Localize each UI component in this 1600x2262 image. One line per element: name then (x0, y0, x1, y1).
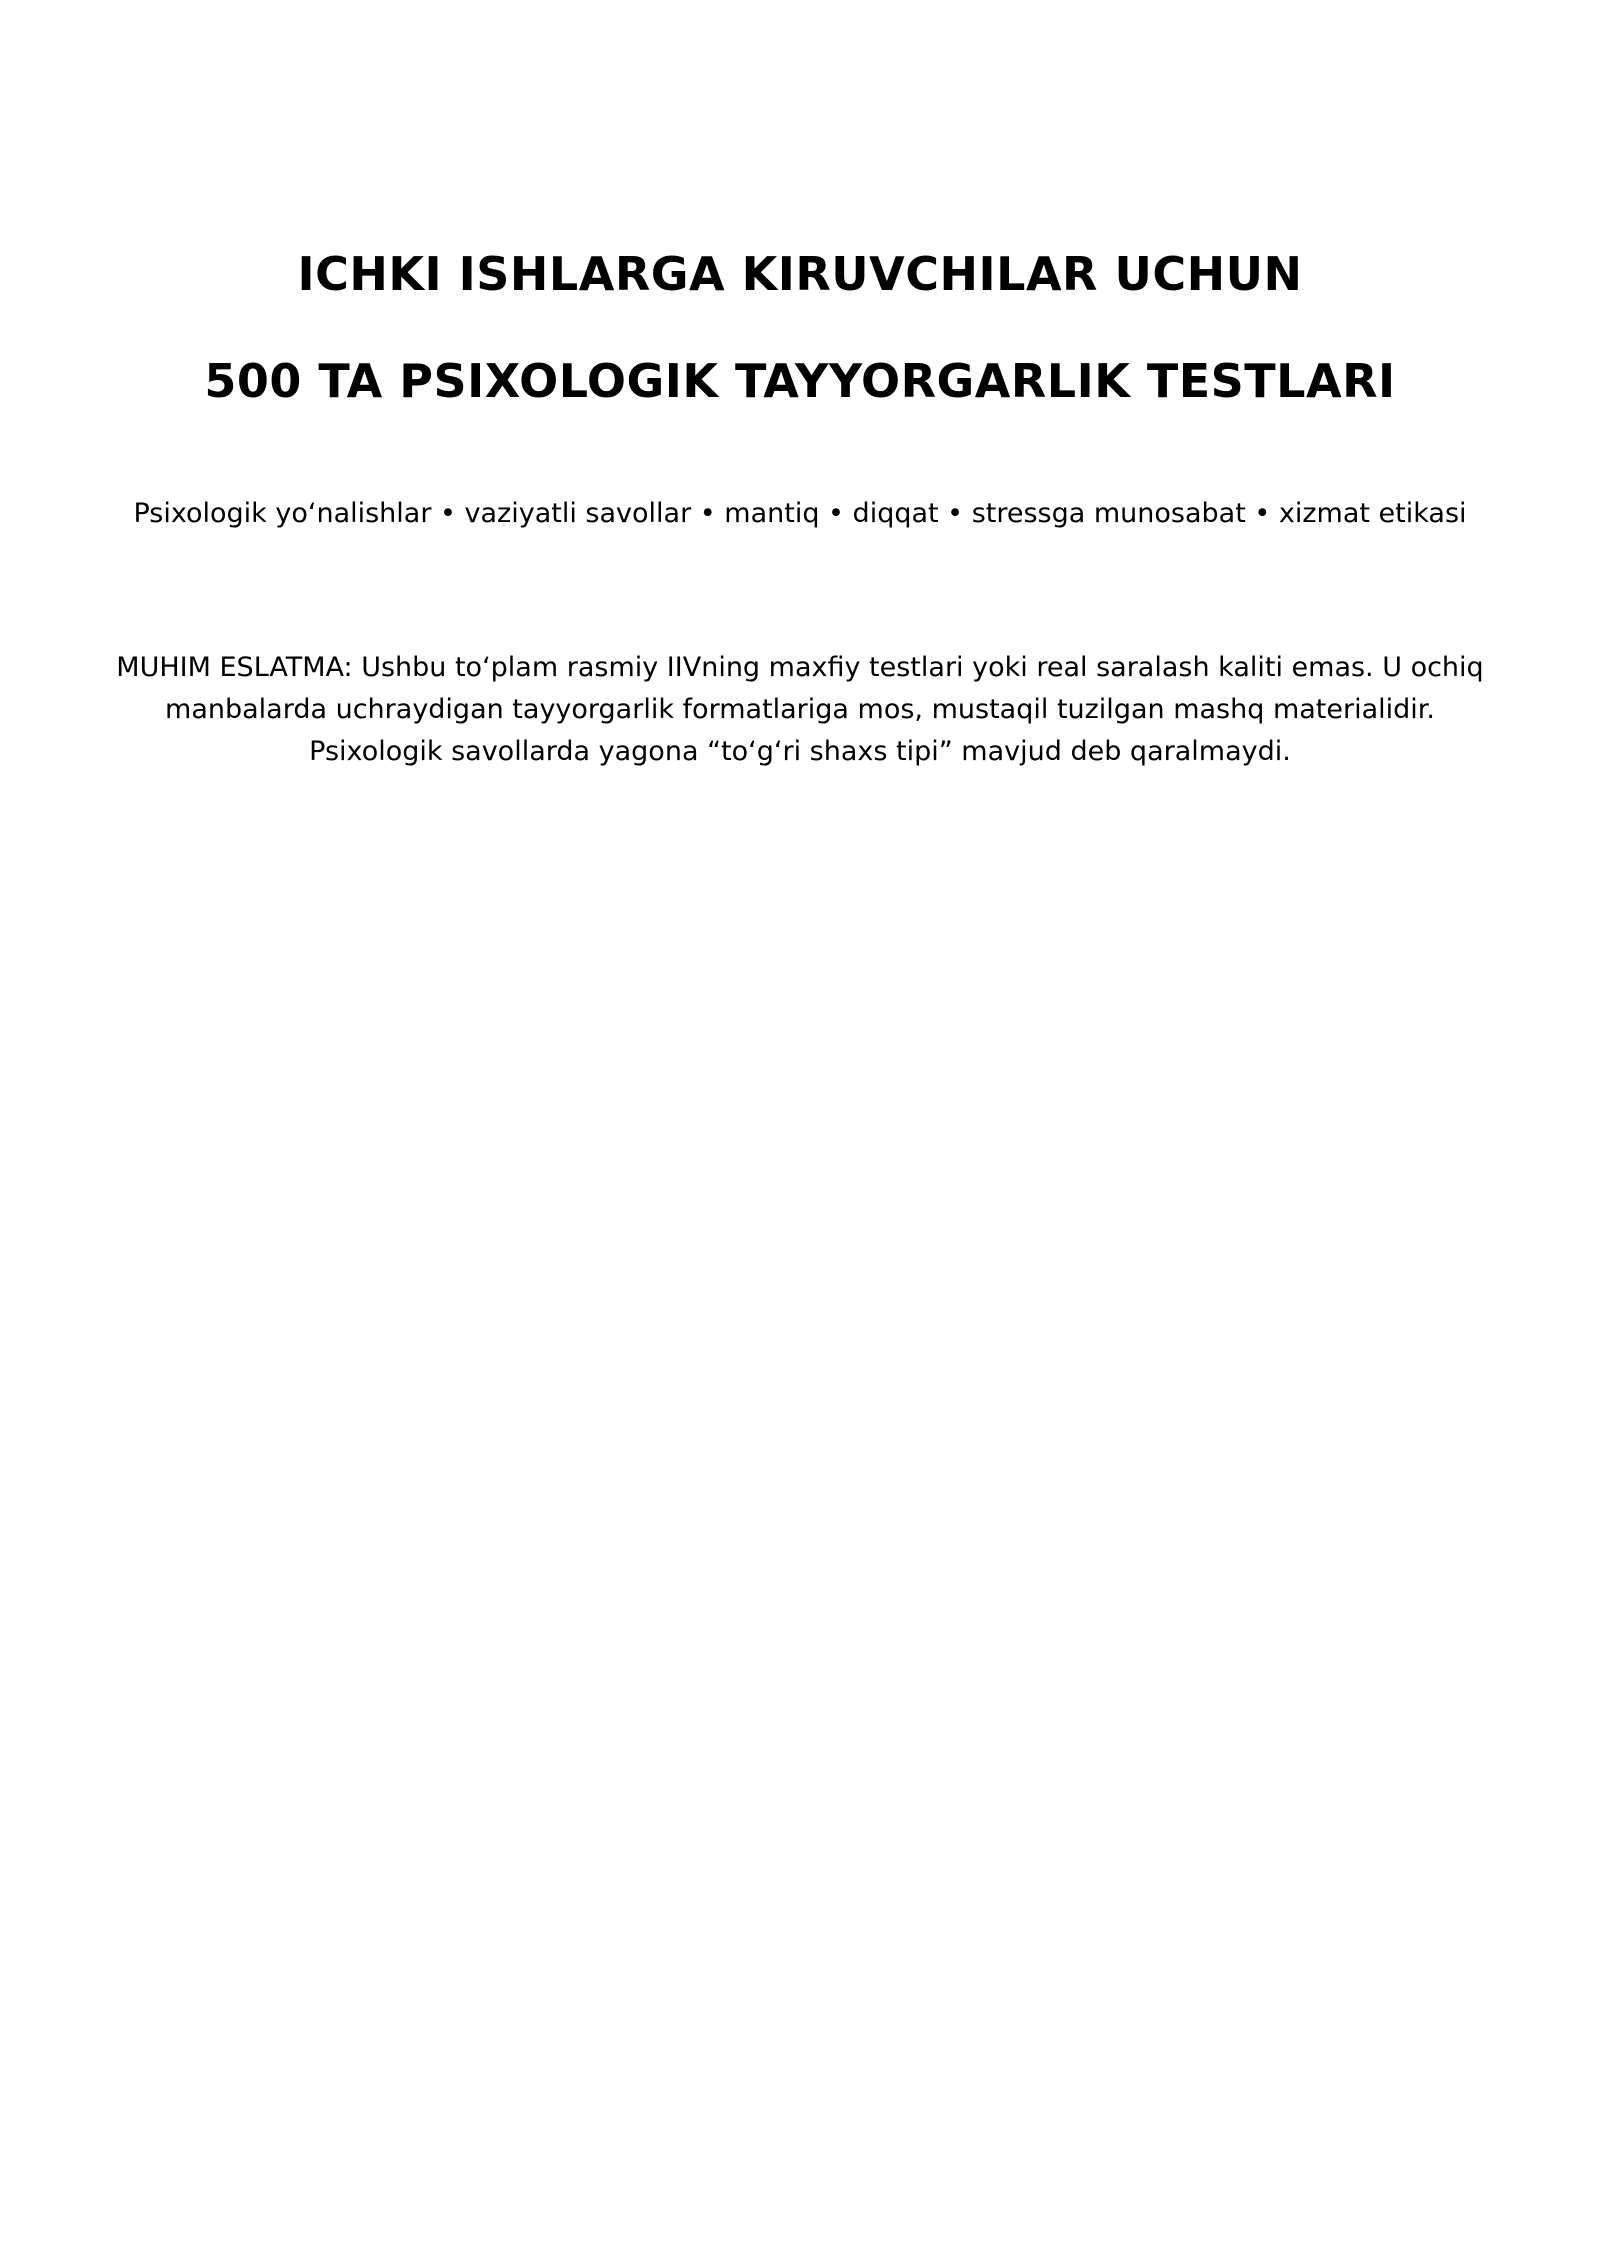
document-title-line-1: ICHKI ISHLARGA KIRUVCHILAR UCHUN (297, 247, 1303, 301)
important-note: MUHIM ESLATMA: Ushbu to‘plam rasmiy IIVning maxfiy testlari yoki real saralash kaliti emas. U ochiq manbalarda uchraydigan tayyorgarlik formatlariga mos, mustaqil tuzilgan mashq materialidir. Psixologik savollarda yagona “to‘g‘ri shaxs tipi” mavjud deb qaralmaydi. (116, 652, 1484, 767)
document-subtitle: Psixologik yo‘nalishlar • vaziyatli savollar • mantiq • diqqat • stressga munosabat • xizmat etikasi (133, 498, 1467, 529)
document-title-line-2: 500 TA PSIXOLOGIK TAYYORGARLIK TESTLARI (204, 354, 1396, 408)
